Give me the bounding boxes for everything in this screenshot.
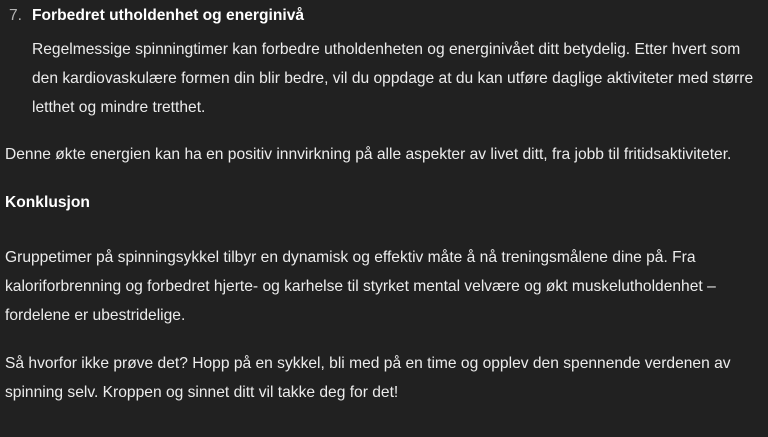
list-item-body: Regelmessige spinningtimer kan forbedre utholdenheten og energinivået ditt betydelig. Etter hvert som den kardiovaskulære formen din blir bedre, vil du oppdage at du kan utføre daglige aktiviteter med større letthet og mindre tretthet. [32, 41, 754, 116]
paragraph-energy: Denne økte energien kan ha en positiv innvirkning på alle aspekter av livet ditt, fra jobb til fritidsaktiviteter. [5, 146, 732, 163]
conclusion-heading: Konklusjon [5, 194, 90, 211]
list-item [0, 1, 768, 122]
paragraph-closing: Så hvorfor ikke prøve det? Hopp på en sykkel, bli med på en time og opplev den spennende verdenen av spinning selv. Kroppen og sinnet ditt vil takke deg for det! [5, 355, 731, 401]
list-item-title: Forbedret utholdenhet og energinivå [32, 7, 305, 24]
paragraph-conclusion: Gruppetimer på spinningsykkel tilbyr en dynamisk og effektiv måte å nå treningsmålene dine på. Fra kaloriforbrenning og forbedret hjerte- og karhelse til styrket mental velvære og økt muskelutholdenhet – fordelene er ubestridelige. [5, 249, 716, 324]
list-number: 7. [9, 7, 23, 24]
